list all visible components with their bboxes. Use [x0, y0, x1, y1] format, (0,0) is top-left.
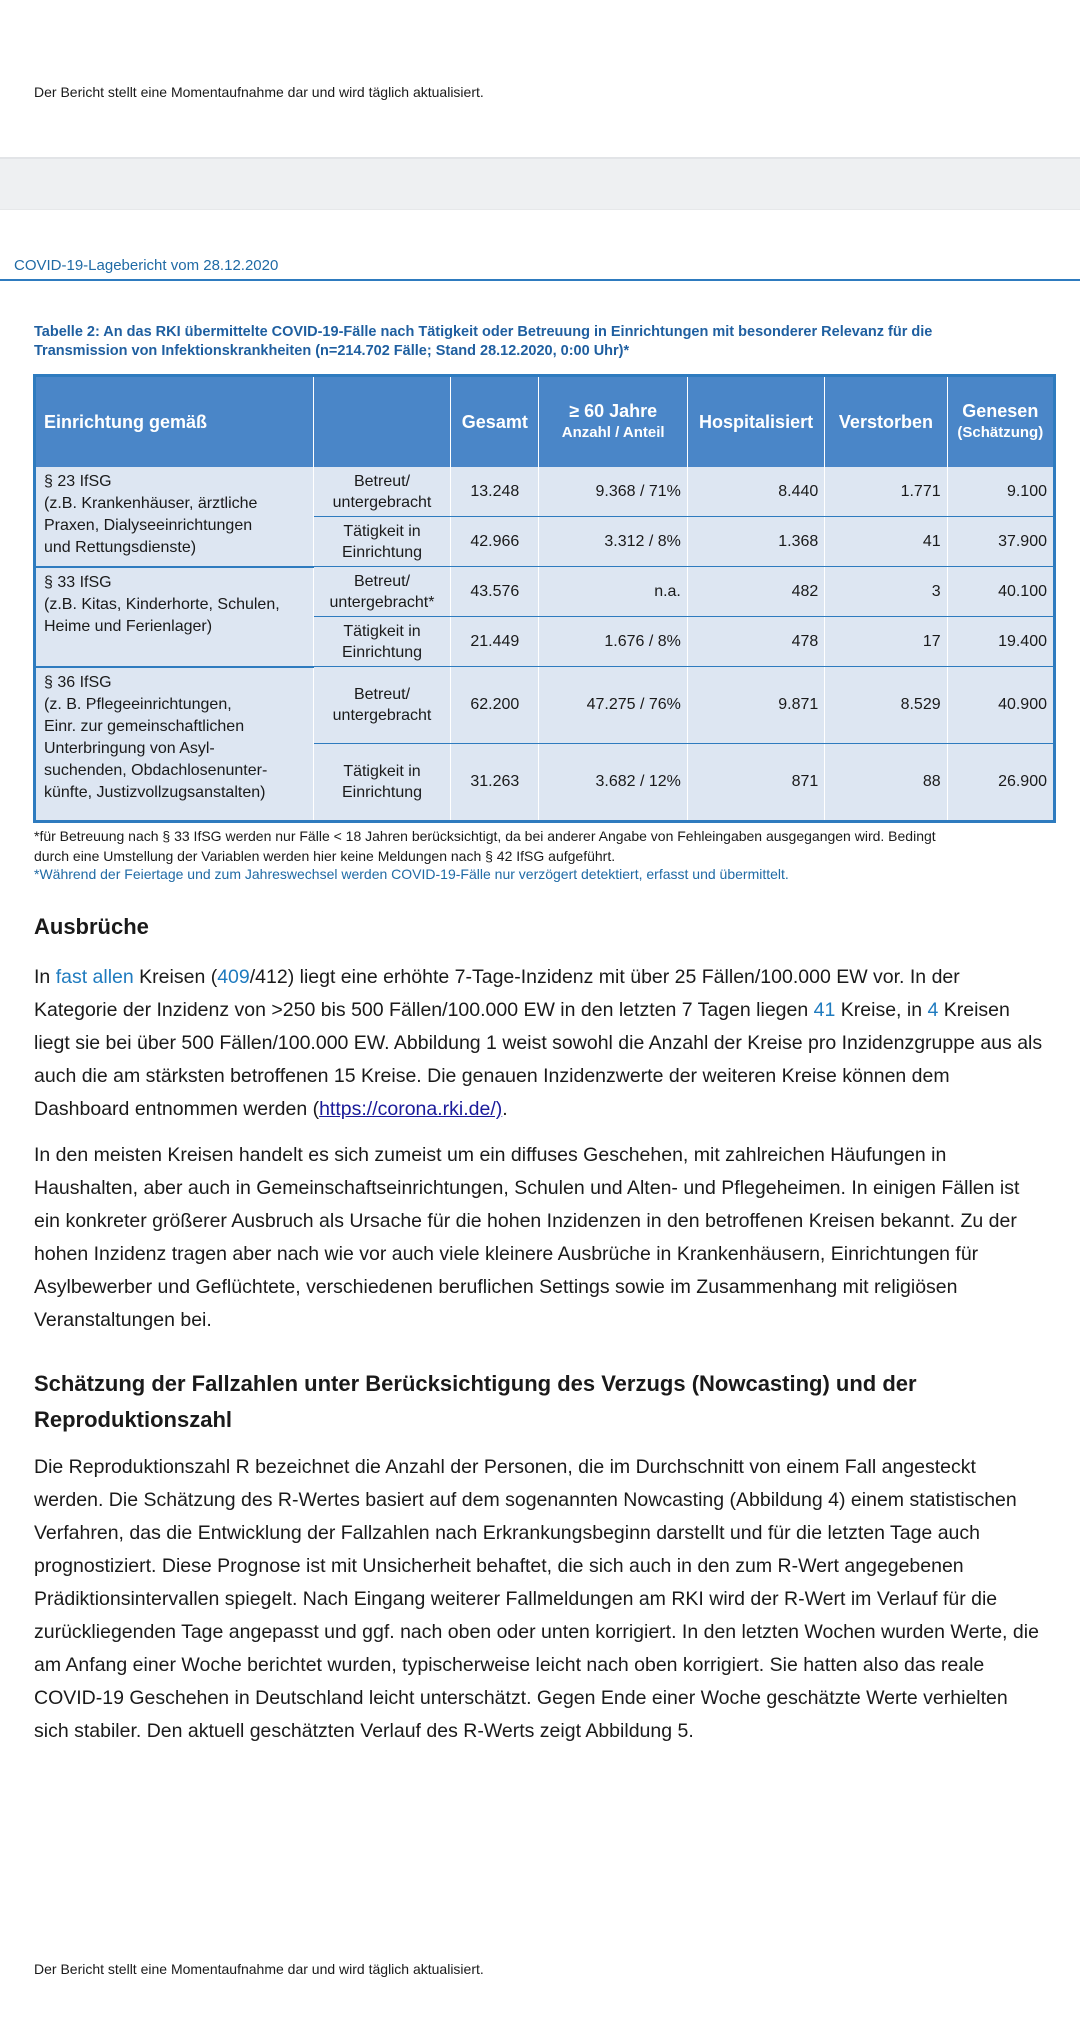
table-caption	[34, 323, 1044, 361]
sechzig-cell: n.a.	[539, 567, 687, 617]
col-header-hospitalisiert: Hospitalisiert	[687, 376, 824, 468]
sechzig-cell: 1.676 / 8%	[539, 617, 687, 667]
gesamt-cell: 43.576	[451, 567, 539, 617]
genesen-cell: 40.900	[947, 667, 1054, 744]
genesen-cell: 19.400	[947, 617, 1054, 667]
hosp-cell: 9.871	[687, 667, 824, 744]
col-header-genesen-title: Genesen	[962, 401, 1039, 421]
text-run: .	[502, 1098, 508, 1120]
table-footnote	[34, 826, 1054, 866]
kind-line: Einrichtung	[341, 643, 423, 661]
einrichtung-line: (z.B. Krankenhäuser, ärztliche	[44, 495, 258, 512]
einrichtung-cell	[35, 567, 314, 667]
einrichtung-line: Unterbringung von Asyl-	[44, 739, 215, 757]
gesamt-cell: 31.263	[451, 744, 539, 822]
table-caption-line: Transmission von Infektionskrankheiten (n=214.702 Fälle; Stand 28.12.2020, 0:00 Uhr)*	[34, 343, 630, 359]
verst-cell: 88	[825, 744, 947, 822]
sechzig-cell: 3.682 / 12%	[539, 744, 687, 822]
kind-line: untergebracht	[332, 707, 432, 724]
kind-cell	[313, 517, 450, 567]
einrichtung-line: Heime und Ferienlager)	[44, 617, 213, 635]
section-heading-schaetzung: Schätzung der Fallzahlen unter Berücksichtigung des Verzugs (Nowcasting) und der Reproduktionszahl	[34, 1371, 917, 1432]
col-header-60plus	[539, 376, 687, 468]
col-header-einrichtung: Einrichtung gemäß	[35, 376, 314, 468]
verst-cell: 1.771	[825, 467, 947, 517]
text-run: Kreise, in	[835, 999, 928, 1021]
col-header-genesen-sub: (Schätzung)	[957, 424, 1044, 441]
hosp-cell: 478	[687, 617, 824, 667]
col-header-verstorben: Verstorben	[825, 376, 947, 468]
einrichtung-line: Einr. zur gemeinschaftlichen	[44, 717, 245, 735]
einrichtung-line: und Rettungsdienste)	[44, 539, 197, 556]
header-note: Der Bericht stellt eine Momentaufnahme dar und wird täglich aktualisiert.	[34, 84, 484, 100]
verst-cell: 17	[825, 617, 947, 667]
paragraph-ausbrueche-2: In den meisten Kreisen handelt es sich zumeist um ein diffuses Geschehen, mit zahlreichen Häufungen in Haushalten, aber auch in Gemeinschaftseinrichtungen, Schulen und Alten- und Pflegeheimen. In einigen Fällen ist ein konkreter größerer Ausbruch als Ursache für die hohen Inzidenzen in den betroffenen Kreisen bekannt. Zu der hohen Inzidenz tragen aber nach wie vor auch viele kleinere Ausbrüche in Krankenhäusern, Einrichtungen für Asylbewerber und Geflüchtete, verschiedenen beruflichen Settings sowie im Zusammenhang mit religiösen Veranstaltungen bei.	[34, 1144, 1020, 1331]
einrichtung-line: suchenden, Obdachlosenunter-	[44, 761, 268, 779]
text-run: Kreisen (	[133, 966, 218, 988]
hosp-cell: 871	[687, 744, 824, 822]
text-run: In	[34, 966, 56, 988]
gesamt-cell: 13.248	[451, 467, 539, 517]
highlight-41: 41	[813, 999, 836, 1021]
kind-cell	[313, 744, 450, 822]
col-header-genesen	[947, 376, 1054, 468]
genesen-cell: 26.900	[947, 744, 1054, 822]
einrichtung-cell	[35, 467, 314, 567]
facility-cases-table	[33, 374, 1056, 823]
highlight-4: 4	[927, 999, 939, 1021]
table-footnote-line: *für Betreuung nach § 33 IfSG werden nur Fälle < 18 Jahren berücksichtigt, da bei anderer Angabe von Fehleingaben ausgegangen wird. Bedingt	[34, 828, 936, 844]
genesen-cell: 37.900	[947, 517, 1054, 567]
verst-cell: 41	[825, 517, 947, 567]
section-heading-ausbrueche: Ausbrüche	[34, 914, 149, 939]
genesen-cell: 9.100	[947, 467, 1054, 517]
einrichtung-line: Praxen, Dialyseeinrichtungen	[44, 517, 253, 534]
gesamt-cell: 21.449	[451, 617, 539, 667]
kind-line: Einrichtung	[341, 543, 423, 561]
table-row	[35, 567, 1055, 617]
paragraph-ausbrueche-1	[34, 961, 1046, 1126]
page-separator	[0, 157, 1080, 210]
kind-line: Einrichtung	[341, 784, 423, 801]
highlight-fast-allen: fast allen	[55, 966, 134, 988]
kind-cell	[313, 567, 450, 617]
header-rule	[0, 279, 1080, 281]
sechzig-cell: 47.275 / 76%	[539, 667, 687, 744]
einrichtung-line: § 33 IfSG	[44, 573, 112, 591]
kind-line: Tätigkeit in	[343, 622, 421, 640]
text-run: Kreisen liegt sie bei über 500 Fällen/100.000 EW. Abbildung 1 weist sowohl die Anzahl der Kreise pro Inzidenzgruppe aus als auch die am stärksten betroffenen 15 Kreise. Die genauen Inzidenzwerte der weiteren Kreise können dem Dashboard entnommen werden (	[34, 999, 1043, 1120]
table-footnote-line: durch eine Umstellung der Variablen werden hier keine Meldungen nach § 42 IfSG aufgeführt.	[34, 848, 616, 864]
kind-line: Betreut/	[353, 686, 411, 703]
text-run: /412) liegt eine erhöhte 7-Tage-Inzidenz mit über 25 Fällen/100.000 EW vor. In der Kategorie der Inzidenz von >250 bis 500 Fällen/100.000 EW in den letzten 7 Tagen liegen	[34, 966, 960, 1021]
einrichtung-cell	[35, 667, 314, 822]
running-head: COVID-19-Lagebericht vom 28.12.2020	[14, 257, 279, 274]
col-header-kind	[313, 376, 450, 468]
kind-line: untergebracht*	[329, 593, 435, 611]
footer-note: Der Bericht stellt eine Momentaufnahme dar und wird täglich aktualisiert.	[34, 1961, 484, 1977]
table-row	[35, 667, 1055, 744]
einrichtung-line: (z.B. Kitas, Kinderhorte, Schulen,	[44, 595, 280, 613]
einrichtung-line: § 36 IfSG	[44, 673, 112, 691]
einrichtung-line: (z. B. Pflegeeinrichtungen,	[44, 695, 232, 713]
table-header-row	[35, 376, 1055, 468]
gesamt-cell: 62.200	[451, 667, 539, 744]
holiday-footnote: *Während der Feiertage und zum Jahreswechsel werden COVID-19-Fälle nur verzögert detektiert, erfasst und übermittelt.	[34, 866, 789, 882]
table-row	[35, 467, 1055, 517]
kind-line: Betreut/	[353, 572, 411, 590]
hosp-cell: 1.368	[687, 517, 824, 567]
paragraph-schaetzung: Die Reproduktionszahl R bezeichnet die Anzahl der Personen, die im Durchschnitt von einem Fall angesteckt werden. Die Schätzung des R-Wertes basiert auf dem sogenannten Nowcasting (Abbildung 4) einem statistischen Verfahren, das die Entwicklung der Fallzahlen nach Erkrankungsbeginn darstellt und für die letzten Tage auch prognostiziert. Diese Prognose ist mit Unsicherheit behaftet, die sich auch in den zum R-Wert angegebenen Prädiktionsintervallen spiegelt. Nach Eingang weiterer Fallmeldungen am RKI wird der R-Wert im Verlauf für die zurückliegenden Tage angepasst und ggf. nach oben oder unten korrigiert. In den letzten Wochen wurden Werte, die am Anfang einer Woche berichtet wurden, typischerweise leicht nach oben korrigiert. Sie hatten also das reale COVID-19 Geschehen in Deutschland leicht unterschätzt. Gegen Ende einer Woche geschätzte Werte verhielten sich stabiler. Den aktuell geschätzten Verlauf des R-Werts zeigt Abbildung 5.	[34, 1456, 1039, 1742]
kind-cell	[313, 467, 450, 517]
einrichtung-line: künfte, Justizvollzugsanstalten)	[44, 783, 266, 801]
sechzig-cell: 9.368 / 71%	[539, 467, 687, 517]
kind-cell	[313, 667, 450, 744]
einrichtung-line: § 23 IfSG	[44, 473, 112, 490]
gesamt-cell: 42.966	[451, 517, 539, 567]
col-header-gesamt: Gesamt	[451, 376, 539, 468]
verst-cell: 3	[825, 567, 947, 617]
hosp-cell: 8.440	[687, 467, 824, 517]
hosp-cell: 482	[687, 567, 824, 617]
highlight-409: 409	[217, 966, 250, 988]
verst-cell: 8.529	[825, 667, 947, 744]
kind-line: Betreut/	[353, 472, 411, 490]
col-header-60plus-sub: Anzahl / Anteil	[561, 424, 665, 441]
kind-cell	[313, 617, 450, 667]
kind-line: untergebracht	[332, 493, 432, 511]
sechzig-cell: 3.312 / 8%	[539, 517, 687, 567]
table-caption-line: Tabelle 2: An das RKI übermittelte COVID-19-Fälle nach Tätigkeit oder Betreuung in Einrichtungen mit besonderer Relevanz für die	[34, 324, 933, 340]
col-header-60plus-title: ≥ 60 Jahre	[569, 401, 658, 421]
genesen-cell: 40.100	[947, 567, 1054, 617]
kind-line: Tätigkeit in	[343, 522, 421, 540]
kind-line: Tätigkeit in	[343, 763, 421, 780]
dashboard-link[interactable]: https://corona.rki.de/)	[319, 1098, 503, 1120]
